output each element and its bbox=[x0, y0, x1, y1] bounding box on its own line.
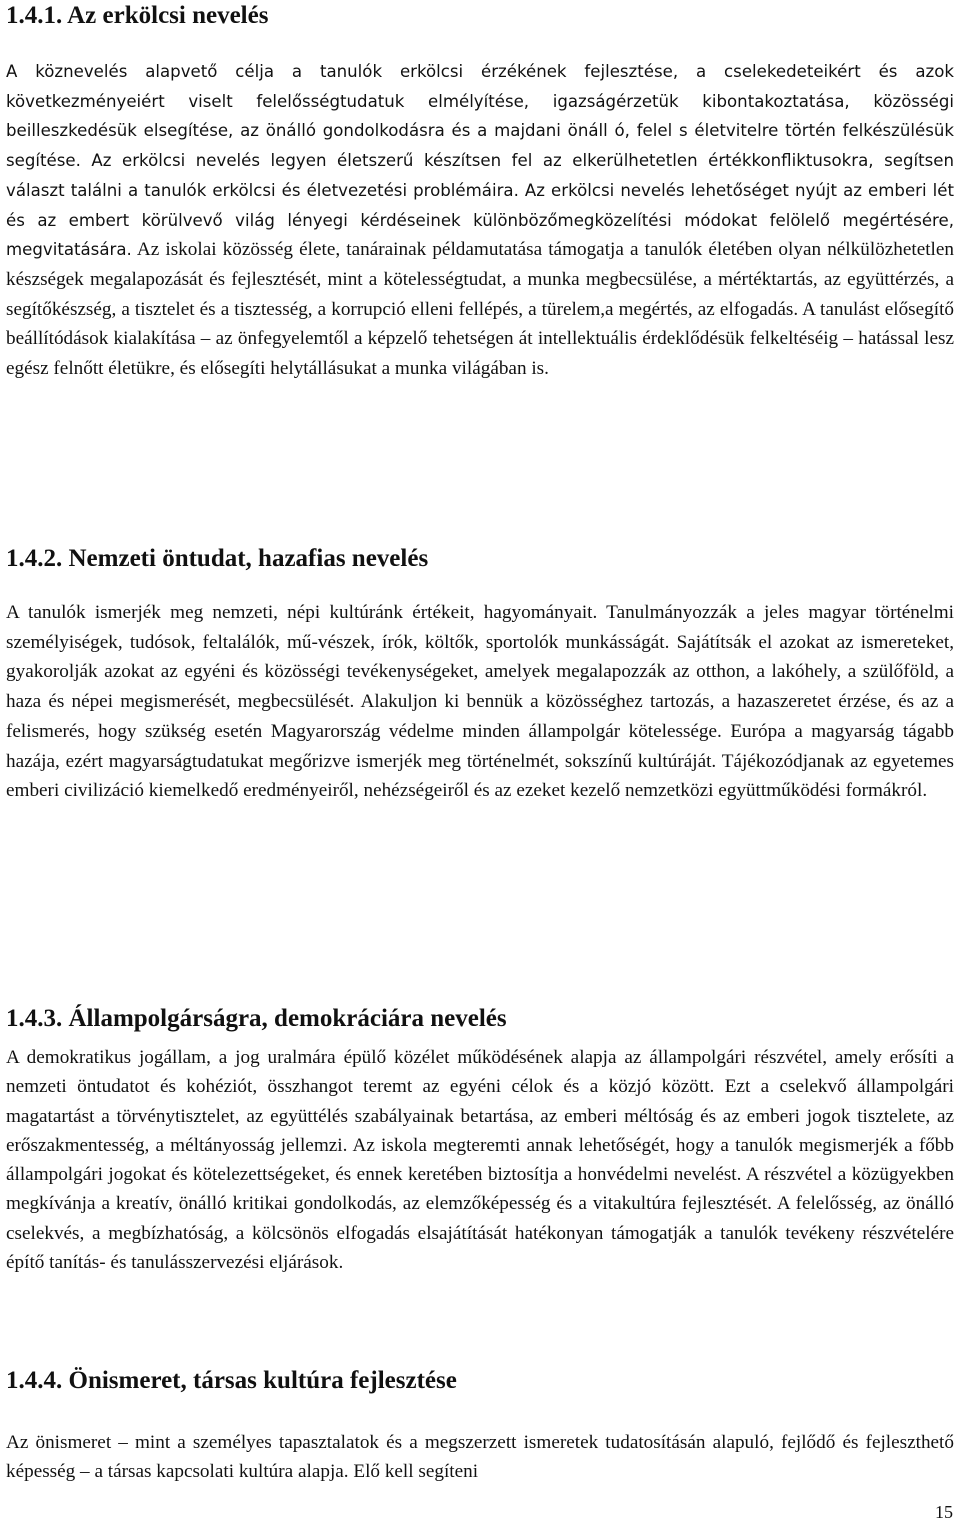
section-heading-nemzeti-ontudat bbox=[6, 544, 428, 574]
section-heading-onismeret bbox=[6, 1366, 457, 1396]
section-title: Önismeret, társas kultúra fejlesztése bbox=[68, 1367, 457, 1394]
section-number: 1.4.3. bbox=[6, 1005, 63, 1032]
section-heading-erkolcsi-neveles bbox=[6, 1, 268, 31]
section-number: 1.4.2. bbox=[6, 545, 63, 572]
section-number: 1.4.4. bbox=[6, 1367, 63, 1394]
section-title: Állampolgárságra, demokráciára nevelés bbox=[68, 1005, 507, 1032]
section-heading-allampolgarsag bbox=[6, 1004, 507, 1034]
section-number: 1.4.1. bbox=[6, 2, 63, 29]
section-title: Nemzeti öntudat, hazafias nevelés bbox=[68, 545, 429, 572]
paragraph-text-part: Az iskolai közösség élete, tanárainak példamutatása támogatja a tanulók életében olyan nélkülözhetetlen készségek megalapozását és fejlesztését, mint a kötelességtudat, a munka megbecsülése, a mértéktartás, az együttérzés, a segítőkészség, a tisztelet és a tisztesség, a korrupció elleni fellépés, a türelem,a megértés, az elfogadás. A tanulást elősegítő beállítódások kialakítása – az önfegyelemtől a képzelő tehetségen át intellektuális érdeklődésük felkeltéséig – hatással lesz egész felnőtt életükre, és elősegíti helytállásukat a munka világában is. bbox=[6, 239, 954, 380]
section-paragraph-onismeret: Az önismeret – mint a személyes tapasztalatok és a megszerzett ismeretek tudatosításán alapuló, fejlődő és fejleszthető képesség – a társas kapcsolati kultúra alapja. Elő kell segíteni bbox=[6, 1432, 954, 1482]
section-title: Az erkölcsi nevelés bbox=[67, 2, 269, 29]
section-paragraph-allampolgarsag: A demokratikus jogállam, a jog uralmára épülő közélet működésének alapja az állampolgári részvétel, amely erősíti a nemzeti öntudatot és kohéziót, összhangot teremt az egyéni célok és a közjó között. Ezt a cselekvő állampolgári magatartást a törvénytisztelet, az együttélés szabályainak betartása, az emberi méltóság és az emberi jogok tisztelete, az erőszakmentesség, a méltányosság jellemzi. Az iskola megteremti annak lehetőségét, hogy a tanulók megismerjék a főbb állampolgári jogokat és kötelezettségeket, és ennek keretében biztosítja a honvédelmi nevelést. A részvétel a közügyekben megkívánja a kreatív, önálló kritikai gondolkodás, az elemzőképesség és a vitakultúra fejlesztését. A felelősség, az önálló cselekvés, a megbízhatóság, a kölcsönös elfogadás elsajátítását hatékonyan támogatják a tanulók tevékeny részvételére építő tanítás- és tanulásszervezési eljárások. bbox=[6, 1047, 954, 1274]
paragraph-text-part: Az erkölcsi nevelés legyen életszerű készítsen fel az elkerülhetetlen értékkonfliktusokra, segítsen választ találni a tanulók erkölcsi és életvezetési problémáira. Az erkölcsi nevelés lehetőséget nyújt az emberi lét és az embert körülvevő világ lényegi kérdéseinek különbözőmegközelítési módokat felölelő megértésére, megvitatására. bbox=[6, 151, 954, 260]
page-number: 15 bbox=[935, 1502, 953, 1522]
section-paragraph-nemzeti-ontudat: A tanulók ismerjék meg nemzeti, népi kultúránk értékeit, hagyományait. Tanulmányozzák a jeles magyar történelmi személyiségek, tudósok, feltalálók, mű-vészek, írók, költők, sportolók munkásságát. Sajátítsák el azokat az ismereteket, gyakorolják azokat az egyéni és közösségi tevékenységeket, amelyek megalapozzák az otthon, a lakóhely, a szülőföld, a haza és népei megismerését, megbecsülését. Alakuljon ki bennük a közösséghez tartozás, a hazaszeretet érzése, és az a felismerés, hogy szükség esetén Magyarország védelme minden állampolgár kötelessége. Európa a magyarság tágabb hazája, ezért magyarságtudatukat megőrizve ismerjék meg történelmét, sokszínű kultúráját. Tájékozódjanak az egyetemes emberi civilizáció kiemelkedő eredményeiről, nehézségeiről és az ezeket kezelő nemzetközi együttműködési formákról. bbox=[6, 602, 954, 802]
paragraph-text-part: A köznevelés alapvető célja a tanulók erkölcsi érzékének fejlesztése, a cselekedeteikért és azok következményeiért viselt felelősségtudatuk elmélyítése, igazságérzetük kibontakoztatása, közösségi beilleszkedésük elsegítése, az önálló gondolkodásra és a majdani önáll ó, felel s életvitelre történ felkészülésük segítése. bbox=[6, 62, 954, 171]
section-paragraph-erkolcsi-neveles bbox=[6, 57, 954, 384]
